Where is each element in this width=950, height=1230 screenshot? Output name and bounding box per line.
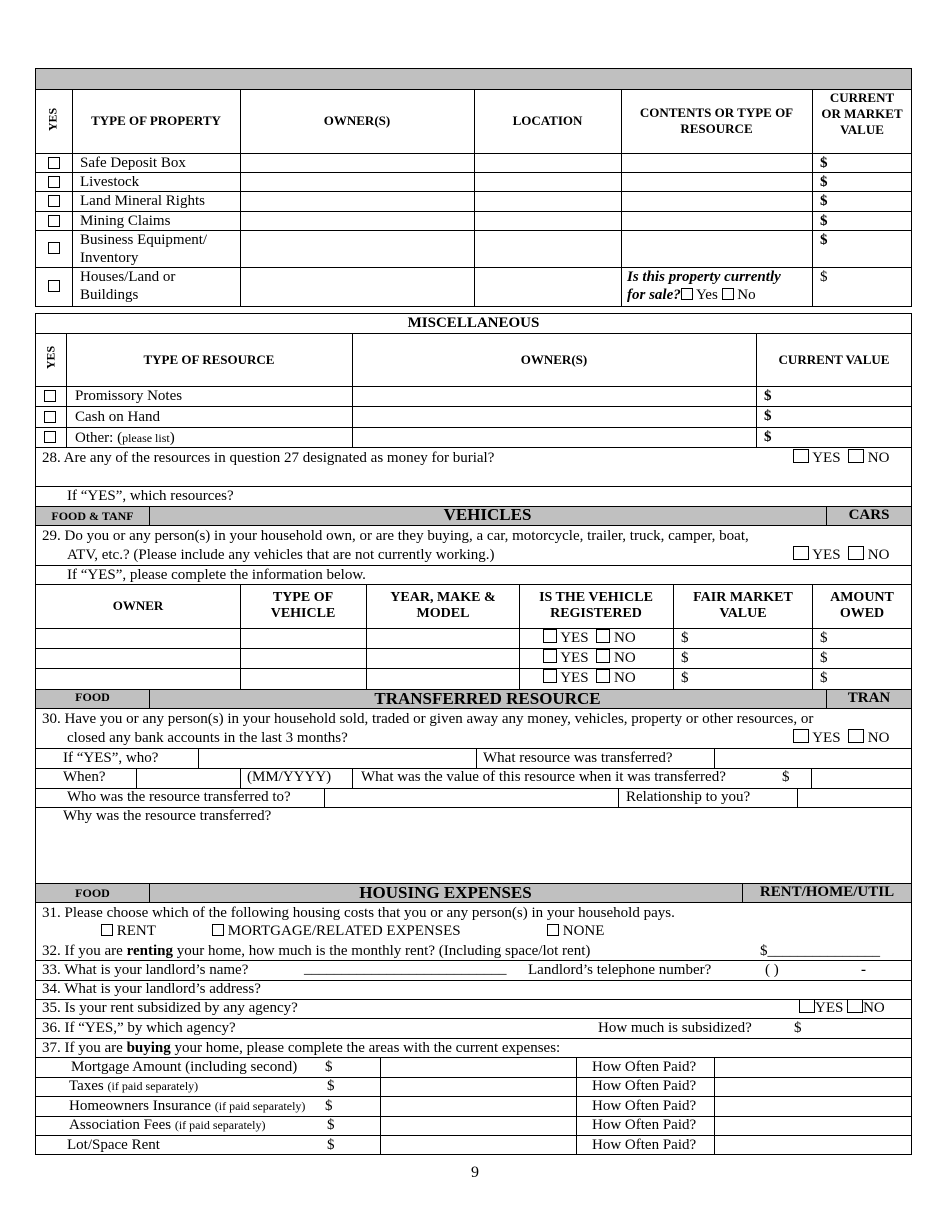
vehicle-row-2-fmv[interactable]: $ bbox=[681, 650, 689, 666]
q31-mortgage-option bbox=[212, 922, 461, 940]
vehicle-row-1-registered bbox=[543, 629, 636, 647]
q33-text: 33. What is your landlord’s name? bbox=[42, 962, 249, 978]
q29-followup: If “YES”, please complete the information below. bbox=[67, 567, 366, 583]
q37-bold: buying bbox=[126, 1040, 171, 1056]
for-sale-no-checkbox[interactable] bbox=[722, 288, 734, 300]
transfer-when-label: When? bbox=[63, 769, 106, 785]
q37-pre: 37. If you are bbox=[42, 1040, 127, 1056]
q29-line1: 29. Do you or any person(s) in your household own, or are they buying, a car, motorcycle, trailer, truck, camper, boat, bbox=[42, 528, 749, 544]
q28-yes-checkbox[interactable] bbox=[793, 449, 809, 463]
page-number: 9 bbox=[471, 1164, 479, 1181]
for-sale-question-2: for sale? bbox=[627, 287, 681, 303]
vehicle-row-2-yes-checkbox[interactable] bbox=[543, 649, 557, 663]
vehicle-row-2-no-checkbox[interactable] bbox=[596, 649, 610, 663]
vehicle-row-3-no-checkbox[interactable] bbox=[596, 669, 610, 683]
other-label-text: Other: ( bbox=[75, 430, 123, 446]
expense-association-text: Association Fees bbox=[69, 1117, 175, 1133]
other-label bbox=[75, 429, 175, 447]
landlord-phone-dash: - bbox=[861, 962, 866, 978]
q28-options bbox=[793, 449, 889, 467]
q30-no-checkbox[interactable] bbox=[848, 729, 864, 743]
vehicle-row-2-owed[interactable]: $ bbox=[820, 650, 828, 666]
misc-value-header: CURRENT VALUE bbox=[778, 352, 890, 367]
subsidy-amount-label: How much is subsidized? bbox=[598, 1020, 752, 1036]
q30-yes-checkbox[interactable] bbox=[793, 729, 809, 743]
q30-yes-label: YES bbox=[812, 730, 841, 746]
q32-pre: 32. If you are bbox=[42, 943, 127, 959]
other-checkbox[interactable] bbox=[44, 431, 56, 443]
business-equipment-label-1: Business Equipment/ bbox=[80, 232, 208, 248]
q28-no-label: NO bbox=[867, 450, 890, 466]
expense-lot-often: How Often Paid? bbox=[592, 1137, 697, 1153]
vehicle-row-3-owed[interactable]: $ bbox=[820, 670, 828, 686]
expense-association-often: How Often Paid? bbox=[592, 1117, 697, 1133]
q28-no-checkbox[interactable] bbox=[848, 449, 864, 463]
expense-insurance-amount[interactable]: $ bbox=[325, 1098, 333, 1114]
transfer-value-label: What was the value of this resource when it was transferred? bbox=[361, 769, 726, 785]
expense-lot-amount[interactable]: $ bbox=[327, 1137, 335, 1153]
transfer-value-dollar[interactable]: $ bbox=[782, 769, 790, 785]
vehicles-title: VEHICLES bbox=[443, 505, 532, 524]
safe-deposit-checkbox[interactable] bbox=[48, 157, 60, 169]
vehicle-registered-header: IS THE VEHICLE REGISTERED bbox=[539, 590, 653, 621]
transfer-who-label: If “YES”, who? bbox=[63, 750, 159, 766]
none-label: NONE bbox=[562, 923, 605, 939]
transfer-to-label: Who was the resource transferred to? bbox=[67, 789, 291, 805]
cash-value[interactable]: $ bbox=[764, 408, 772, 424]
vehicle-row-2-yes-label: YES bbox=[560, 650, 589, 666]
expense-mortgage-label bbox=[71, 1058, 297, 1076]
misc-yes-header: YES bbox=[43, 345, 58, 370]
q32-bold: renting bbox=[126, 943, 173, 959]
housing-right-tag: RENT/HOME/UTIL bbox=[759, 884, 895, 900]
expense-mortgage-text: Mortgage Amount (including second) bbox=[71, 1059, 298, 1075]
livestock-label: Livestock bbox=[80, 174, 140, 190]
expense-mortgage-often: How Often Paid? bbox=[592, 1059, 697, 1075]
q31-text: 31. Please choose which of the following housing costs that you or any person(s) in your household pays. bbox=[42, 905, 675, 921]
landlord-name-field[interactable]: ___________________________ bbox=[304, 961, 507, 977]
vehicle-owner-header: OWNER bbox=[112, 598, 164, 613]
landlord-phone-field[interactable]: ( ) bbox=[765, 962, 779, 978]
vehicle-row-1-no-checkbox[interactable] bbox=[596, 629, 610, 643]
expense-insurance-label bbox=[69, 1097, 305, 1115]
vehicle-row-1-fmv[interactable]: $ bbox=[681, 630, 689, 646]
q34-text: 34. What is your landlord’s address? bbox=[42, 981, 261, 997]
q32-text bbox=[42, 942, 590, 960]
for-sale-no-label: No bbox=[737, 287, 756, 303]
promissory-value[interactable]: $ bbox=[764, 388, 772, 404]
q35-no-label: NO bbox=[863, 1000, 885, 1016]
mortgage-checkbox[interactable] bbox=[212, 924, 224, 936]
q29-no-label: NO bbox=[867, 547, 890, 563]
q35-yes-label: YES bbox=[815, 1000, 844, 1016]
promissory-checkbox[interactable] bbox=[44, 390, 56, 402]
houses-land-label-2: Buildings bbox=[80, 287, 139, 303]
business-equipment-label-2: Inventory bbox=[80, 250, 139, 266]
land-mineral-checkbox[interactable] bbox=[48, 195, 60, 207]
expense-insurance-often: How Often Paid? bbox=[592, 1098, 697, 1114]
yes-column-header: YES bbox=[45, 107, 60, 132]
other-value[interactable]: $ bbox=[764, 429, 772, 445]
cash-checkbox[interactable] bbox=[44, 411, 56, 423]
expense-lot-label bbox=[67, 1136, 160, 1154]
houses-land-value[interactable]: $ bbox=[820, 269, 828, 285]
owners-header: OWNER(S) bbox=[323, 113, 391, 128]
none-checkbox[interactable] bbox=[547, 924, 559, 936]
business-equipment-value[interactable]: $ bbox=[820, 232, 828, 248]
housing-left-tag: FOOD bbox=[75, 886, 110, 900]
transfer-left-tag: FOOD bbox=[75, 690, 110, 704]
land-mineral-value[interactable]: $ bbox=[820, 193, 828, 209]
for-sale-yes-checkbox[interactable] bbox=[681, 288, 693, 300]
q37-post: your home, please complete the areas with the current expenses: bbox=[170, 1040, 561, 1056]
rent-checkbox[interactable] bbox=[101, 924, 113, 936]
monthly-rent-field[interactable]: $_______________ bbox=[760, 943, 880, 959]
vehicle-row-2-registered bbox=[543, 649, 636, 667]
vehicle-row-3-yes-checkbox[interactable] bbox=[543, 669, 557, 683]
vehicle-owed-header: AMOUNT OWED bbox=[830, 590, 894, 621]
safe-deposit-label: Safe Deposit Box bbox=[80, 155, 186, 171]
type-of-property-header: TYPE OF PROPERTY bbox=[91, 113, 221, 128]
houses-land-checkbox[interactable] bbox=[48, 280, 60, 292]
landlord-phone-label: Landlord’s telephone number? bbox=[528, 962, 712, 978]
q29-yes-label: YES bbox=[812, 547, 841, 563]
cash-label: Cash on Hand bbox=[75, 409, 160, 425]
q30-line1: 30. Have you or any person(s) in your household sold, traded or given away any money, vehicles, property or other resources, or bbox=[42, 711, 814, 727]
expense-association-amount[interactable]: $ bbox=[327, 1117, 335, 1133]
vehicle-row-1-no-label: NO bbox=[614, 630, 636, 646]
livestock-checkbox[interactable] bbox=[48, 176, 60, 188]
value-header: CURRENT OR MARKET VALUE bbox=[821, 90, 903, 137]
q32-post: your home, how much is the monthly rent? (Including space/lot rent) bbox=[172, 943, 591, 959]
q31-rent-option bbox=[101, 922, 156, 940]
q37-text bbox=[42, 1039, 560, 1057]
mining-claims-value[interactable]: $ bbox=[820, 213, 828, 229]
transfer-why-label: Why was the resource transferred? bbox=[63, 808, 272, 824]
safe-deposit-value[interactable]: $ bbox=[820, 155, 828, 171]
q30-line2: closed any bank accounts in the last 3 months? bbox=[67, 730, 348, 746]
vehicle-row-3-no-label: NO bbox=[614, 670, 636, 686]
q35-no-checkbox[interactable] bbox=[847, 999, 863, 1013]
q30-no-label: NO bbox=[867, 730, 890, 746]
expense-mortgage-amount[interactable]: $ bbox=[325, 1059, 333, 1075]
land-mineral-label: Land Mineral Rights bbox=[80, 193, 205, 209]
transfer-relationship-label: Relationship to you? bbox=[626, 789, 751, 805]
expense-lot-text: Lot/Space Rent bbox=[67, 1137, 160, 1153]
for-sale-question-1: Is this property currently bbox=[627, 269, 781, 285]
vehicle-row-3-fmv[interactable]: $ bbox=[681, 670, 689, 686]
expense-insurance-text: Homeowners Insurance bbox=[69, 1098, 215, 1114]
vehicle-row-3-registered bbox=[543, 669, 636, 687]
q31-none-option bbox=[547, 922, 604, 940]
q29-no-checkbox[interactable] bbox=[848, 546, 864, 560]
q29-yes-checkbox[interactable] bbox=[793, 546, 809, 560]
vehicle-make-header: YEAR, MAKE & MODEL bbox=[390, 590, 496, 621]
vehicle-row-2-no-label: NO bbox=[614, 650, 636, 666]
misc-title: MISCELLANEOUS bbox=[407, 315, 540, 331]
housing-title: HOUSING EXPENSES bbox=[359, 883, 532, 902]
for-sale-yes-label: Yes bbox=[695, 287, 718, 303]
vehicle-row-1-owed[interactable]: $ bbox=[820, 630, 828, 646]
vehicle-row-3-yes-label: YES bbox=[560, 670, 589, 686]
contents-header: CONTENTS OR TYPE OF RESOURCE bbox=[639, 105, 794, 136]
rent-label: RENT bbox=[116, 923, 156, 939]
q29-options bbox=[793, 546, 889, 564]
q35-options bbox=[799, 999, 885, 1017]
q35-yes-checkbox[interactable] bbox=[799, 999, 815, 1013]
q28-yes-label: YES bbox=[812, 450, 841, 466]
vehicle-fmv-header: FAIR MARKET VALUE bbox=[693, 590, 793, 621]
vehicle-row-1-yes-label: YES bbox=[560, 630, 589, 646]
expense-taxes-often: How Often Paid? bbox=[592, 1078, 697, 1094]
subsidy-amount-field[interactable]: $ bbox=[794, 1020, 802, 1036]
q36-text: 36. If “YES,” by which agency? bbox=[42, 1020, 236, 1036]
q28-text: 28. Are any of the resources in question 27 designated as money for burial? bbox=[42, 450, 495, 466]
houses-land-label-1: Houses/Land or bbox=[80, 269, 176, 285]
vehicle-type-header: TYPE OF VEHICLE bbox=[270, 590, 336, 621]
other-label-close: ) bbox=[169, 430, 175, 446]
expense-taxes-note: (if paid separately) bbox=[107, 1079, 199, 1093]
business-equipment-checkbox[interactable] bbox=[48, 242, 60, 254]
vehicles-left-tag: FOOD & TANF bbox=[51, 509, 134, 523]
misc-owners-header: OWNER(S) bbox=[520, 352, 588, 367]
location-header: LOCATION bbox=[512, 113, 583, 128]
vehicle-row-1-yes-checkbox[interactable] bbox=[543, 629, 557, 643]
expense-taxes-label bbox=[69, 1077, 198, 1095]
transfer-right-tag: TRAN bbox=[847, 690, 891, 706]
promissory-label: Promissory Notes bbox=[75, 388, 183, 404]
expense-association-note: (if paid separately) bbox=[174, 1118, 266, 1132]
q29-line2: ATV, etc.? (Please include any vehicles that are not currently working.) bbox=[67, 547, 495, 563]
for-sale-question-row bbox=[627, 286, 756, 304]
mining-claims-label: Mining Claims bbox=[80, 213, 171, 229]
mortgage-label: MORTGAGE/RELATED EXPENSES bbox=[227, 923, 461, 939]
q35-text: 35. Is your rent subsidized by any agency? bbox=[42, 1000, 298, 1016]
transfer-title: TRANSFERRED RESOURCE bbox=[374, 689, 601, 708]
q30-options bbox=[793, 729, 889, 747]
expense-association-label bbox=[69, 1116, 265, 1134]
other-label-note: please list bbox=[122, 431, 170, 445]
transfer-date-format: (MM/YYYY) bbox=[247, 769, 332, 785]
expense-taxes-amount[interactable]: $ bbox=[327, 1078, 335, 1094]
vehicles-right-tag: CARS bbox=[848, 507, 890, 523]
misc-type-header: TYPE OF RESOURCE bbox=[143, 352, 275, 367]
mining-claims-checkbox[interactable] bbox=[48, 215, 60, 227]
expense-taxes-text: Taxes bbox=[69, 1078, 108, 1094]
livestock-value[interactable]: $ bbox=[820, 174, 828, 190]
q28-followup: If “YES”, which resources? bbox=[67, 488, 234, 504]
expense-insurance-note: (if paid separately) bbox=[214, 1099, 306, 1113]
transfer-what-label: What resource was transferred? bbox=[483, 750, 673, 766]
